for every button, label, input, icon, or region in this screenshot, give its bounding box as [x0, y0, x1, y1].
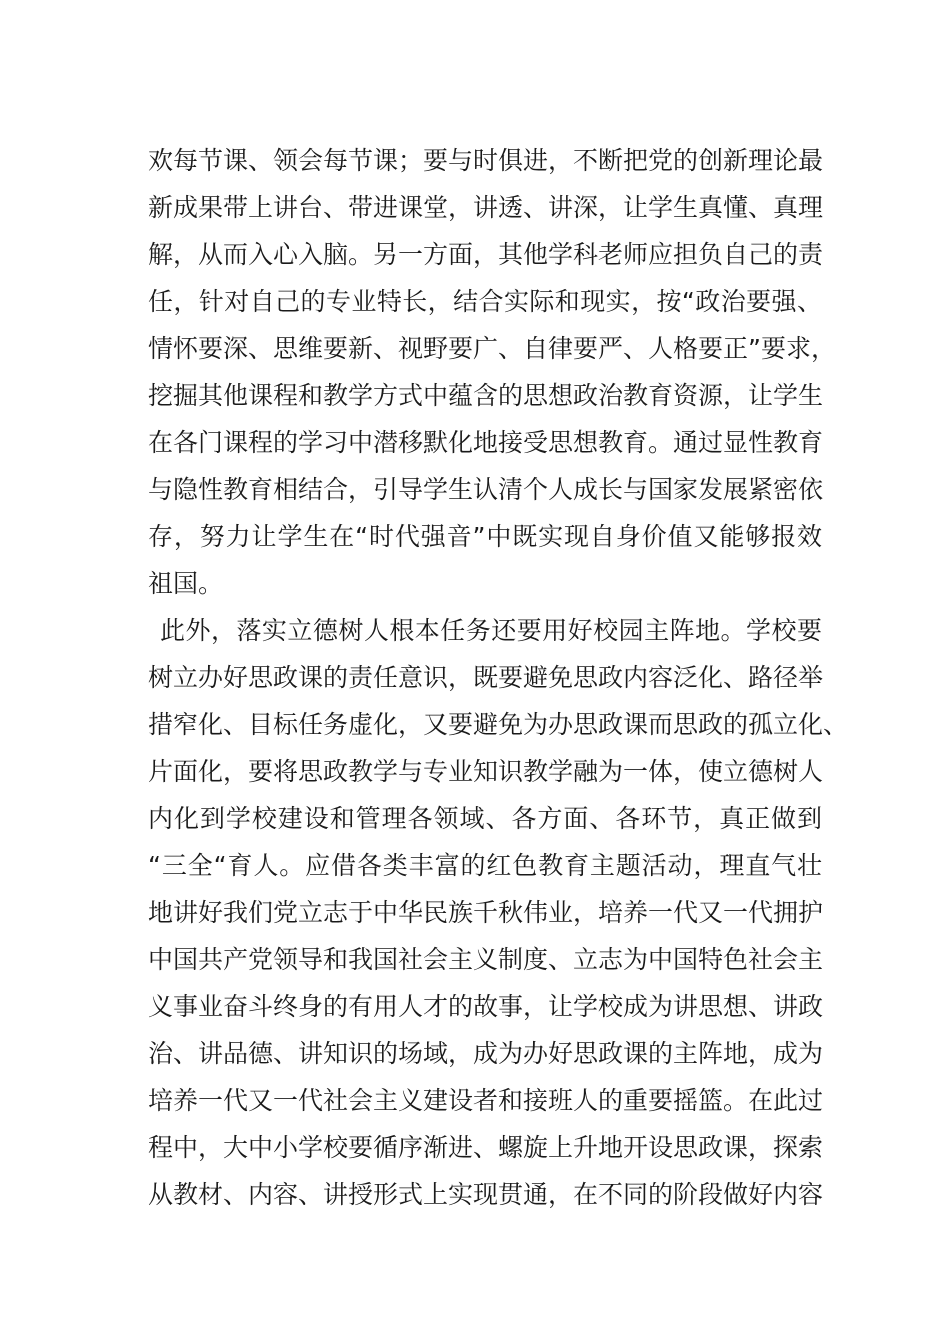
text-line: 片面化，要将思政教学与专业知识教学融为一体，使立德树人: [148, 757, 824, 786]
text-line: 祖国。: [148, 569, 224, 598]
text-line: 治、讲品德、讲知识的场域，成为办好思政课的主阵地，成为: [148, 1039, 824, 1068]
text-line: 情怀要深、思维要新、视野要广、自律要严、人格要正”要求，: [148, 334, 836, 363]
text-line: 程中，大中小学校要循序渐进、螺旋上升地开设思政课，探索: [148, 1133, 824, 1162]
text-line: 存，努力让学生在“时代强音”中既实现自身价值又能够报效: [148, 522, 822, 551]
text-line: 与隐性教育相结合，引导学生认清个人成长与国家发展紧密依: [148, 475, 824, 504]
text-line: 解，从而入心入脑。另一方面，其他学科老师应担负自己的责: [148, 240, 824, 269]
text-line: “三全“育人。应借各类丰富的红色教育主题活动，理直气壮: [148, 851, 822, 880]
text-line: 地讲好我们党立志于中华民族千秋伟业，培养一代又一代拥护: [148, 898, 824, 927]
text-line: 从教材、内容、讲授形式上实现贯通，在不同的阶段做好内容: [148, 1180, 824, 1209]
text-line: 树立办好思政课的责任意识，既要避免思政内容泛化、路径举: [148, 663, 824, 692]
text-line: 此外，落实立德树人根本任务还要用好校园主阵地。学校要: [160, 616, 822, 645]
text-line: 义事业奋斗终身的有用人才的故事，让学校成为讲思想、讲政: [148, 992, 824, 1021]
text-line: 任，针对自己的专业特长，结合实际和现实，按“政治要强、: [148, 287, 822, 316]
text-line: 措窄化、目标任务虚化，又要避免为办思政课而思政的孤立化、: [148, 710, 849, 739]
text-line: 挖掘其他课程和教学方式中蕴含的思想政治教育资源，让学生: [148, 381, 824, 410]
text-line: 内化到学校建设和管理各领域、各方面、各环节，真正做到: [148, 804, 822, 833]
text-line: 中国共产党领导和我国社会主义制度、立志为中国特色社会主: [148, 945, 824, 974]
text-line: 在各门课程的学习中潜移默化地接受思想教育。通过显性教育: [148, 428, 824, 457]
text-line: 新成果带上讲台、带进课堂，讲透、讲深，让学生真懂、真理: [148, 193, 824, 222]
text-line: 欢每节课、领会每节课；要与时俱进，不断把党的创新理论最: [148, 146, 824, 175]
text-line: 培养一代又一代社会主义建设者和接班人的重要摇篮。在此过: [148, 1086, 824, 1115]
